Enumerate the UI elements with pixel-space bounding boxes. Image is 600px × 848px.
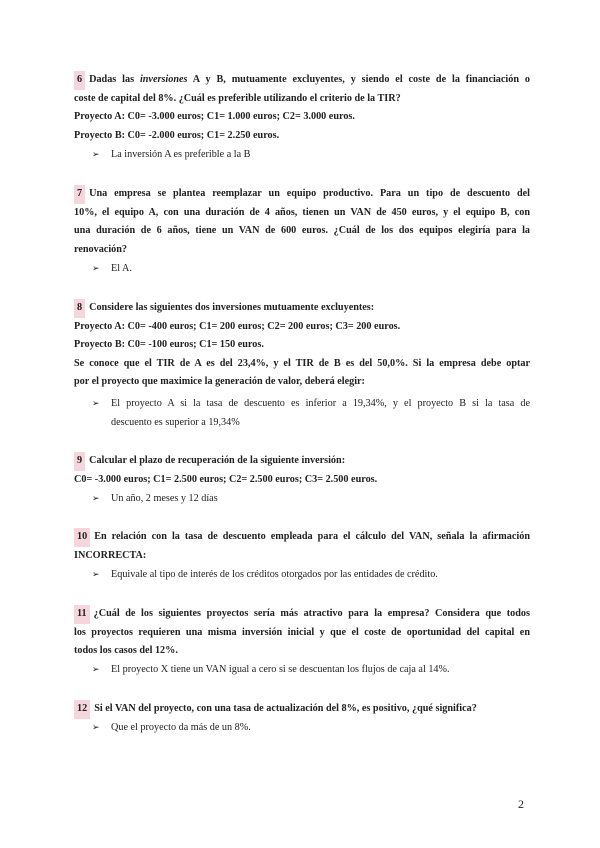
question-10-line-2: INCORRECTA:	[74, 549, 147, 561]
arrow-bullet-icon: ➢	[92, 723, 100, 733]
arrow-bullet-icon: ➢	[92, 665, 100, 675]
answer-text: El A.	[111, 263, 132, 274]
answer-11	[92, 661, 530, 680]
question-7-line-2: 10%, el equipo A, con una duración de 4 años, tienen un VAN de 450 euros, y el equipo B, con	[74, 206, 530, 218]
question-8-line-5: por el proyecto que maximice la generación de valor, deberá elegir:	[74, 376, 365, 388]
question-number: 9	[74, 452, 85, 471]
question-6-line-2: coste de capital del 8%. ¿Cuál es preferible utilizando el criterio de la TIR?	[74, 92, 401, 104]
question-8-line-3: Proyecto B: C0= -100 euros; C1= 150 euros.	[74, 339, 264, 351]
arrow-bullet-icon: ➢	[92, 399, 100, 409]
answer-text: Equivale al tipo de interés de los créditos otorgados por las entidades de crédito.	[111, 569, 438, 580]
question-number: 6	[74, 71, 85, 90]
question-10-line-1: 10 En relación con la tasa de descuento empleada para el cálculo del VAN, señala la afirmación	[74, 528, 530, 547]
question-11-line-1: 11 ¿Cuál de los siguientes proyectos sería más atractivo para la empresa? Considera que todos	[74, 605, 530, 624]
answer-9	[92, 490, 530, 509]
answer-7	[92, 260, 530, 279]
question-6-line-4: Proyecto B: C0= -2.000 euros; C1= 2.250 euros.	[74, 129, 280, 141]
answer-text: Que el proyecto da más de un 8%.	[111, 722, 251, 733]
arrow-bullet-icon: ➢	[92, 570, 100, 580]
question-9	[74, 452, 530, 489]
question-7	[74, 185, 530, 259]
question-6	[74, 71, 530, 145]
answer-text-line-2: descuento es superior a 19,34%	[111, 416, 240, 428]
question-7-line-1: 7 Una empresa se plantea reemplazar un equipo productivo. Para un tipo de descuento del	[74, 185, 530, 204]
question-9-line-1: 9 Calcular el plazo de recuperación de la siguiente inversión:	[74, 452, 530, 471]
answer-text: La inversión A es preferible a la B	[111, 149, 251, 160]
question-number: 7	[74, 185, 85, 204]
question-number: 8	[74, 299, 85, 318]
question-7-line-3: una duración de 6 años, tiene un VAN de 600 euros. ¿Cuál de los dos equipos elegiría para la	[74, 225, 530, 237]
question-12	[74, 700, 530, 719]
page-number: 2	[518, 797, 524, 811]
answer-12	[92, 719, 530, 738]
arrow-bullet-icon: ➢	[92, 150, 100, 160]
answer-6	[92, 146, 530, 165]
question-number: 10	[74, 528, 90, 547]
arrow-bullet-icon: ➢	[92, 494, 100, 504]
question-number: 11	[74, 605, 90, 624]
question-6-line-1: 6 Dadas las inversiones A y B, mutuamente excluyentes, y siendo el coste de la financiación o	[74, 71, 530, 90]
question-8-line-2: Proyecto A: C0= -400 euros; C1= 200 euros; C2= 200 euros; C3= 200 euros.	[74, 320, 401, 332]
question-8-line-1: 8 Considere las siguientes dos inversiones mutuamente excluyentes:	[74, 299, 530, 318]
answer-10	[92, 566, 530, 585]
arrow-bullet-icon: ➢	[92, 264, 100, 274]
question-11	[74, 605, 530, 661]
question-12-line-1: 12 Si el VAN del proyecto, con una tasa de actualización del 8%, es positivo, ¿qué significa?	[74, 700, 530, 719]
question-11-line-2: los proyectos requieren una misma inversión inicial y que el coste de oportunidad del capital en	[74, 626, 530, 638]
question-8-line-4: Se conoce que el TIR de A es del 23,4%, y el TIR de B es del 50,0%. Si la empresa debe optar	[74, 357, 530, 369]
question-11-line-3: todos los casos del 12%.	[74, 645, 178, 657]
answer-text-line-1: El proyecto A si la tasa de descuento es inferior a 19,34%, y el proyecto B si la tasa de	[111, 398, 530, 409]
question-8	[74, 299, 530, 392]
question-number: 12	[74, 700, 90, 719]
question-9-line-2: C0= -3.000 euros; C1= 2.500 euros; C2= 2.500 euros; C3= 2.500 euros.	[74, 473, 378, 485]
question-7-line-4: renovación?	[74, 243, 128, 255]
question-6-line-3: Proyecto A: C0= -3.000 euros; C1= 1.000 euros; C2= 3.000 euros.	[74, 111, 355, 123]
answer-text: Un año, 2 meses y 12 días	[111, 493, 218, 504]
answer-text: El proyecto X tiene un VAN igual a cero si se descuentan los flujos de caja al 14%.	[111, 664, 450, 675]
answer-8	[92, 395, 530, 432]
question-10	[74, 528, 530, 565]
